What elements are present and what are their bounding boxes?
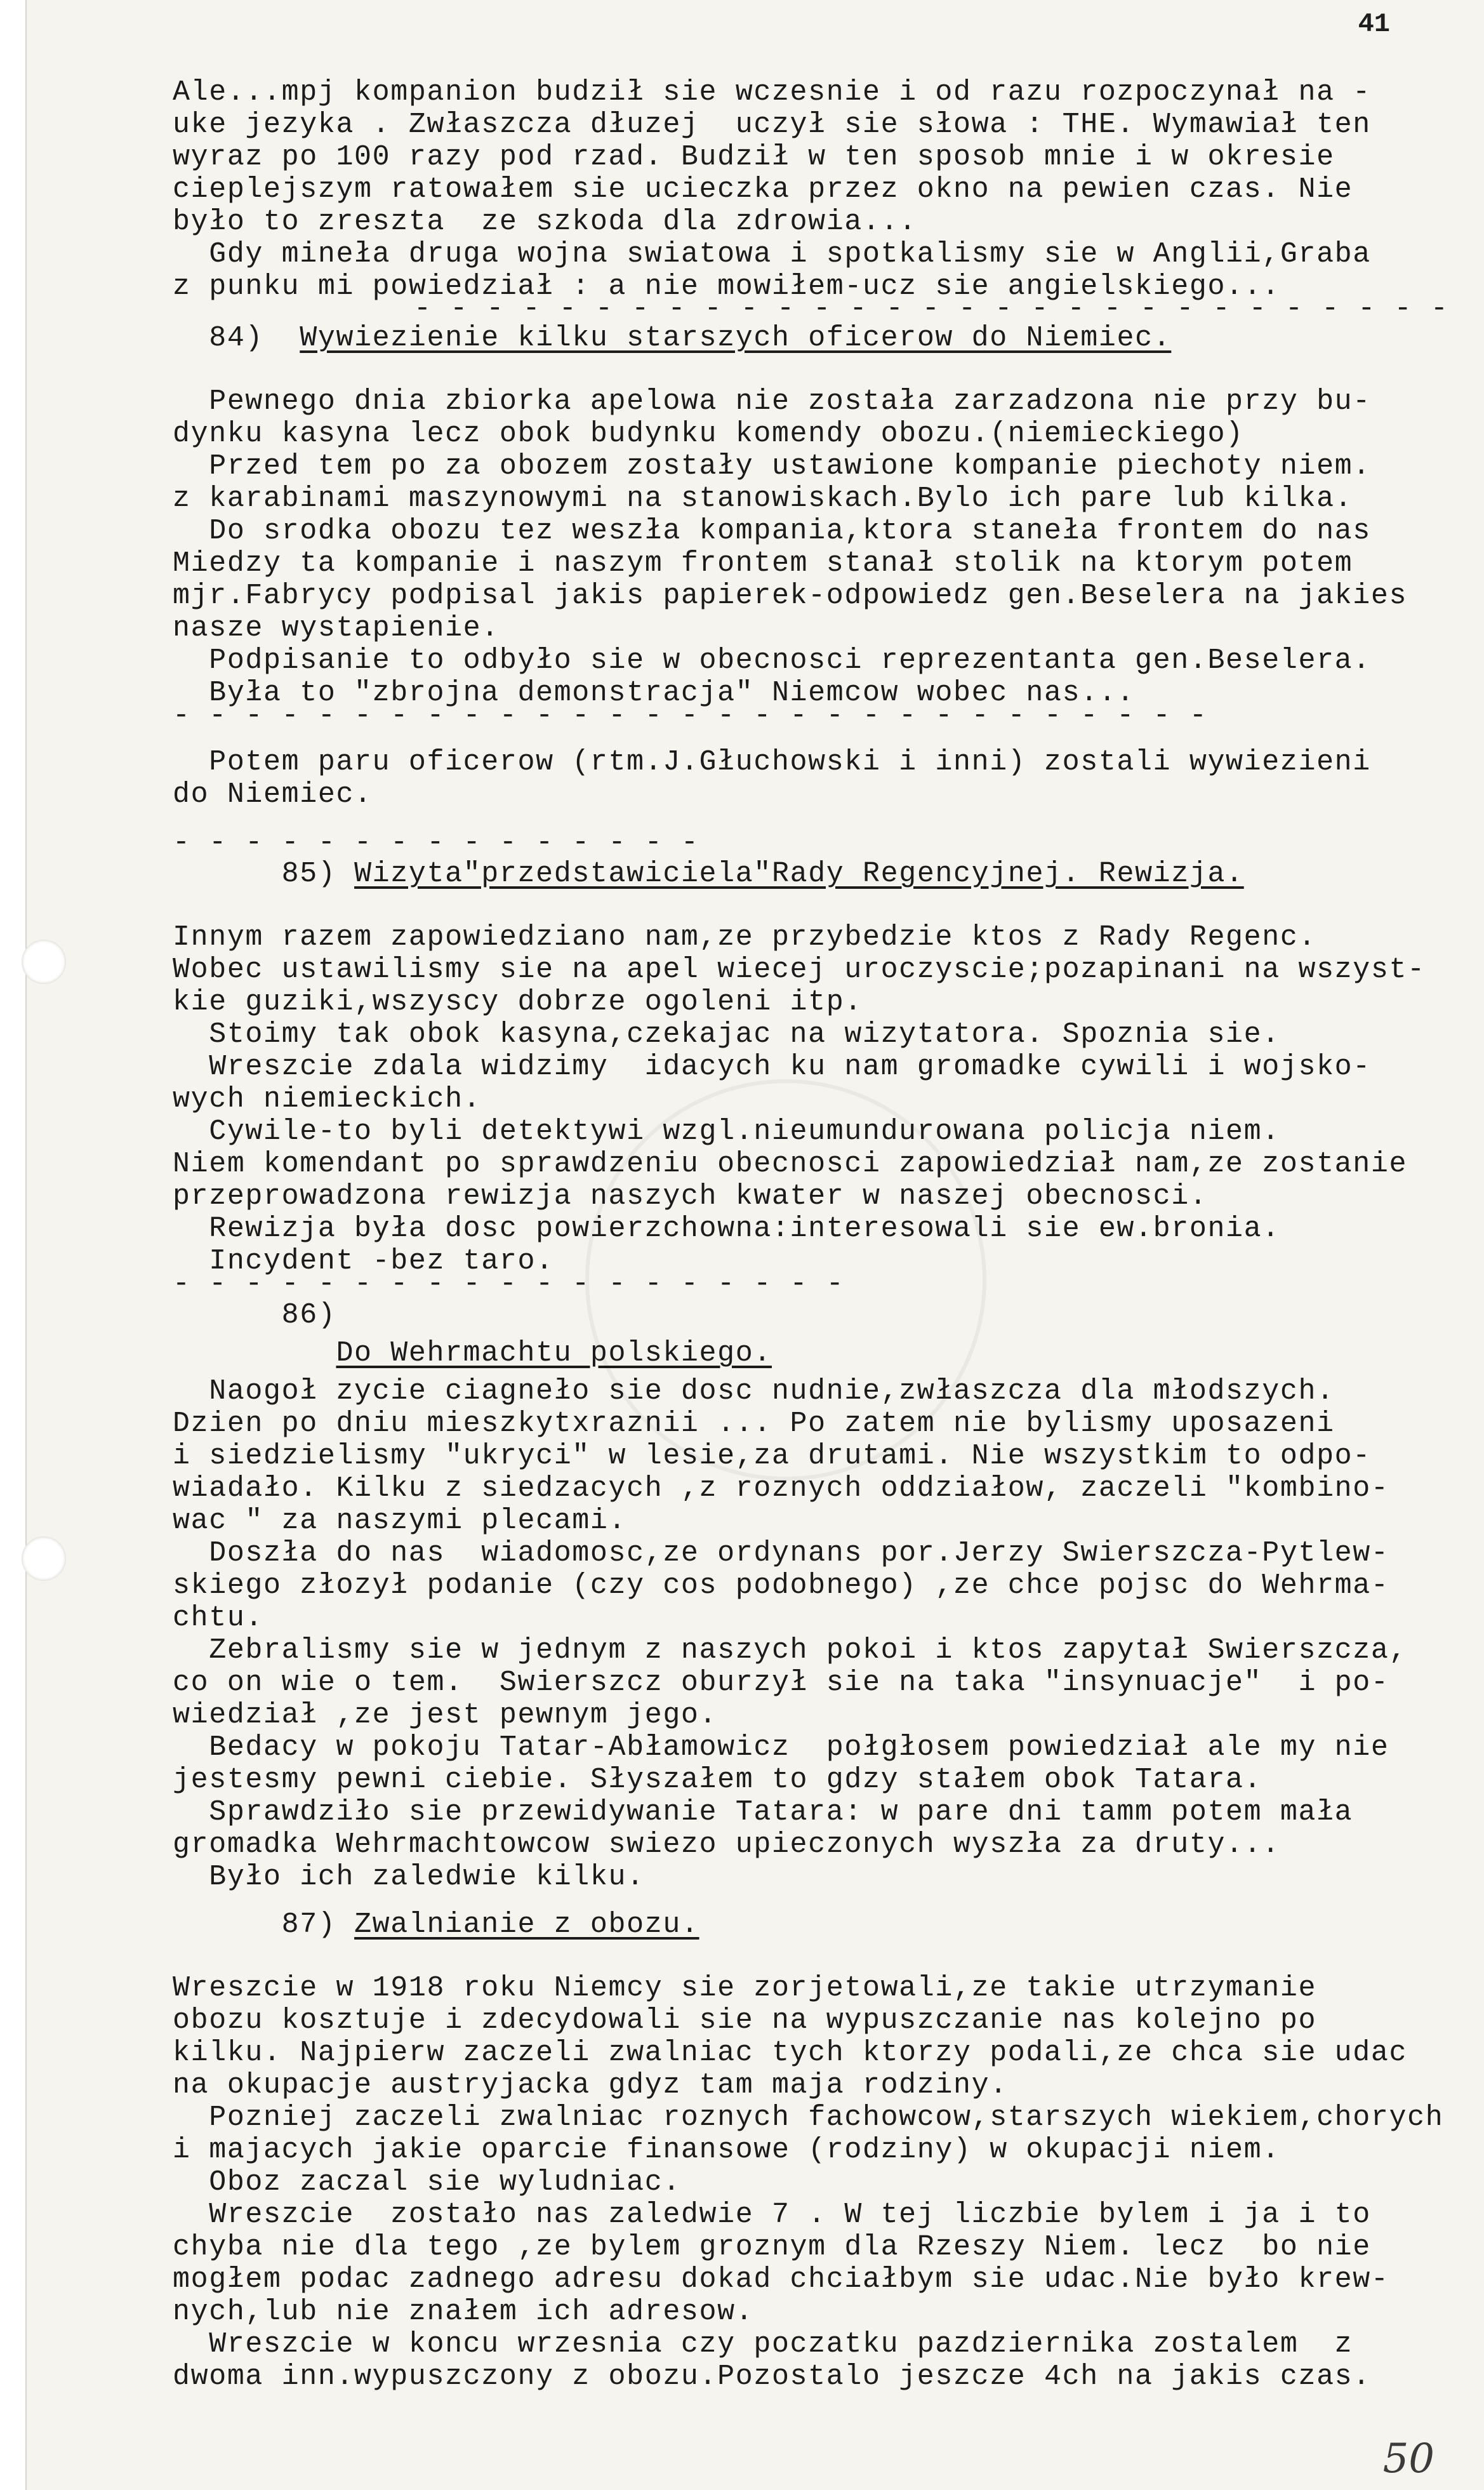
text-line: Potem paru oficerow (rtm.J.Głuchowski i inni) zostali wywiezieni bbox=[173, 746, 1371, 778]
text-line: wac " za naszymi plecami. bbox=[173, 1505, 627, 1537]
text-line: Doszła do nas wiadomosc,ze ordynans por.Jerzy Swierszcza-Pytlew- bbox=[173, 1537, 1389, 1569]
handwritten-page-number: 50 bbox=[1382, 2435, 1434, 2482]
text-line: Bedacy w pokoju Tatar-Abłamowicz połgłosem powiedział ale my nie bbox=[173, 1731, 1389, 1764]
text-line: Miedzy ta kompanie i naszym frontem stanał stolik na ktorym potem bbox=[173, 547, 1353, 580]
text-line: Ale...mpj kompanion budził sie wczesnie i od razu rozpoczynał na - bbox=[173, 76, 1371, 109]
section-heading-86-number bbox=[173, 1299, 1467, 1337]
text-line: Wreszcie zostało nas zaledwie 7 . W tej liczbie bylem i ja i to bbox=[173, 2199, 1371, 2231]
text-line: wiadało. Kilku z siedzacych ,z roznych oddziałow, zaczeli "kombino- bbox=[173, 1472, 1389, 1505]
text-line: Do srodka obozu tez weszła kompania,ktora staneła frontem do nas bbox=[173, 515, 1371, 547]
page-number: 41 bbox=[1358, 9, 1390, 39]
text-line: Sprawdziło sie przewidywanie Tatara: w pare dni tamm potem mała bbox=[173, 1796, 1353, 1828]
text-line: Wreszcie w koncu wrzesnia czy poczatku pazdziernika zostalem z bbox=[173, 2328, 1353, 2360]
text-line: uke jezyka . Zwłaszcza dłuzej uczył sie słowa : THE. Wymawiał ten bbox=[173, 109, 1371, 141]
section-number: 84) bbox=[209, 322, 264, 354]
section-title: Wywiezienie kilku starszych oficerow do Niemiec. bbox=[300, 322, 1172, 354]
separator: - - - - - - - - - - - - - - - - - - - bbox=[173, 1268, 845, 1300]
separator: - - - - - - - - - - - - - - - - - - - - - - - - - - - - - bbox=[173, 700, 1208, 732]
text-line: jestesmy pewni ciebie. Słyszałem to gdzy stałem obok Tatara. bbox=[173, 1764, 1262, 1796]
text-line: z karabinami maszynowymi na stanowiskach.Bylo ich pare lub kilka. bbox=[173, 483, 1353, 515]
text-line: Cywile-to byli detektywi wzgl.nieumundurowana policja niem. bbox=[173, 1115, 1280, 1148]
text-line: Rewizja była dosc powierzchowna:interesowali sie ew.bronia. bbox=[173, 1213, 1280, 1245]
section-number: 86) bbox=[281, 1299, 336, 1331]
text-line: dwoma inn.wypuszczony z obozu.Pozostalo jeszcze 4ch na jakis czas. bbox=[173, 2360, 1371, 2393]
text-line: wyraz po 100 razy pod rzad. Budził w ten sposob mnie i w okresie bbox=[173, 141, 1335, 173]
text-line: Naogoł zycie ciagneło sie dosc nudnie,zwłaszcza dla młodszych. bbox=[173, 1375, 1335, 1408]
section-title: Zwalnianie z obozu. bbox=[354, 1908, 699, 1941]
text-line: obozu kosztuje i zdecydowali sie na wypuszczanie nas kolejno po bbox=[173, 2004, 1317, 2037]
section-number: 87) bbox=[281, 1908, 336, 1941]
section-title: Wizyta"przedstawiciela"Rady Regencyjnej. Rewizja. bbox=[354, 858, 1244, 890]
text-line: Wreszcie zdala widzimy idacych ku nam gromadke cywili i wojsko- bbox=[173, 1051, 1371, 1083]
text-line: Stoimy tak obok kasyna,czekajac na wizytatora. Spoznia sie. bbox=[173, 1018, 1280, 1051]
text-line: na okupacje austryjacka gdyz tam maja rodziny. bbox=[173, 2069, 1008, 2101]
text-line: co on wie o tem. Swierszcz oburzył sie na taka "insynuacje" i po- bbox=[173, 1667, 1389, 1699]
text-line: i majacych jakie oparcie finansowe (rodziny) w okupacji niem. bbox=[173, 2134, 1280, 2166]
text-line: do Niemiec. bbox=[173, 778, 373, 811]
text-line: Było ich zaledwie kilku. bbox=[173, 1861, 645, 1893]
text-line: Dzien po dniu mieszkytxraznii ... Po zatem nie bylismy uposazeni bbox=[173, 1408, 1335, 1440]
text-line: wych niemieckich. bbox=[173, 1083, 482, 1115]
text-line: kilku. Najpierw zaczeli zwalniac tych ktorzy podali,ze chca sie udac bbox=[173, 2037, 1408, 2069]
text-line: skiego złozył podanie (czy cos podobnego) ,ze chce pojsc do Wehrma- bbox=[173, 1569, 1389, 1602]
text-line: nasze wystapienie. bbox=[173, 612, 500, 644]
text-line: chyba nie dla tego ,ze bylem groznym dla Rzeszy Niem. lecz bo nie bbox=[173, 2231, 1371, 2263]
text-line: Pozniej zaczeli zwalniac roznych fachowcow,starszych wiekiem,chorych bbox=[173, 2101, 1444, 2134]
text-line: Innym razem zapowiedziano nam,ze przybedzie ktos z Rady Regenc. bbox=[173, 921, 1317, 954]
punch-hole bbox=[22, 940, 66, 984]
text-line: Pewnego dnia zbiorka apelowa nie została zarzadzona nie przy bu- bbox=[173, 385, 1371, 418]
text-line: chtu. bbox=[173, 1602, 264, 1634]
separator: - - - - - - - - - - - - - - - - - - - - - - - - - - - - - bbox=[414, 293, 1449, 325]
text-line: Była to "zbrojna demonstracja" Niemcow wobec nas... bbox=[173, 677, 1136, 709]
text-line: Podpisanie to odbyło sie w obecnosci reprezentanta gen.Beselera. bbox=[173, 644, 1371, 677]
section-heading-84 bbox=[173, 322, 1467, 360]
text-line: cieplejszym ratowałem sie ucieczka przez okno na pewien czas. Nie bbox=[173, 173, 1353, 206]
text-line: przeprowadzona rewizja naszych kwater w naszej obecnosci. bbox=[173, 1180, 1208, 1213]
text-line: z punku mi powiedział : a nie mowiłem-ucz sie angielskiego... bbox=[173, 270, 1280, 303]
text-line: Oboz zaczal sie wyludniac. bbox=[173, 2166, 681, 2199]
text-line: Wreszcie w 1918 roku Niemcy sie zorjetowali,ze takie utrzymanie bbox=[173, 1972, 1317, 2004]
section-number: 85) bbox=[281, 858, 336, 890]
section-heading-85 bbox=[173, 858, 1467, 896]
section-heading-87 bbox=[173, 1908, 1467, 1947]
section-title: Do Wehrmachtu polskiego. bbox=[336, 1337, 772, 1369]
text-line: dynku kasyna lecz obok budynku komendy obozu.(niemieckiego) bbox=[173, 418, 1244, 450]
text-line: Niem komendant po sprawdzeniu obecnosci zapowiedział nam,ze zostanie bbox=[173, 1148, 1408, 1180]
text-line: było to zreszta ze szkoda dla zdrowia... bbox=[173, 206, 917, 238]
text-line: Wobec ustawilismy sie na apel wiecej uroczyscie;pozapinani na wszyst- bbox=[173, 954, 1426, 986]
punch-hole bbox=[22, 1536, 66, 1581]
text-line: mogłem podac zadnego adresu dokad chciałbym sie udac.Nie było krew- bbox=[173, 2263, 1389, 2296]
section-heading-86-title bbox=[173, 1337, 1467, 1375]
text-line: Zebralismy sie w jednym z naszych pokoi i ktos zapytał Swierszcza, bbox=[173, 1634, 1408, 1667]
text-line: kie guziki,wszyscy dobrze ogoleni itp. bbox=[173, 986, 863, 1018]
separator: - - - - - - - - - - - - - - - bbox=[173, 827, 699, 859]
text-line: Gdy mineła druga wojna swiatowa i spotkalismy sie w Anglii,Graba bbox=[173, 238, 1371, 270]
text-line: mjr.Fabrycy podpisal jakis papierek-odpowiedz gen.Beselera na jakies bbox=[173, 580, 1408, 612]
text-line: i siedzielismy "ukryci" w lesie,za drutami. Nie wszystkim to odpo- bbox=[173, 1440, 1371, 1472]
text-line: Incydent -bez taro. bbox=[173, 1245, 554, 1277]
text-line: wiedział ,ze jest pewnym jego. bbox=[173, 1699, 718, 1731]
typed-text-body bbox=[173, 76, 1467, 2393]
text-line: Przed tem po za obozem zostały ustawione kompanie piechoty niem. bbox=[173, 450, 1371, 483]
text-line: gromadka Wehrmachtowcow swiezo upieczonych wyszła za druty... bbox=[173, 1828, 1280, 1861]
document-page bbox=[25, 0, 1484, 2490]
text-line: nych,lub nie znałem ich adresow. bbox=[173, 2296, 754, 2328]
